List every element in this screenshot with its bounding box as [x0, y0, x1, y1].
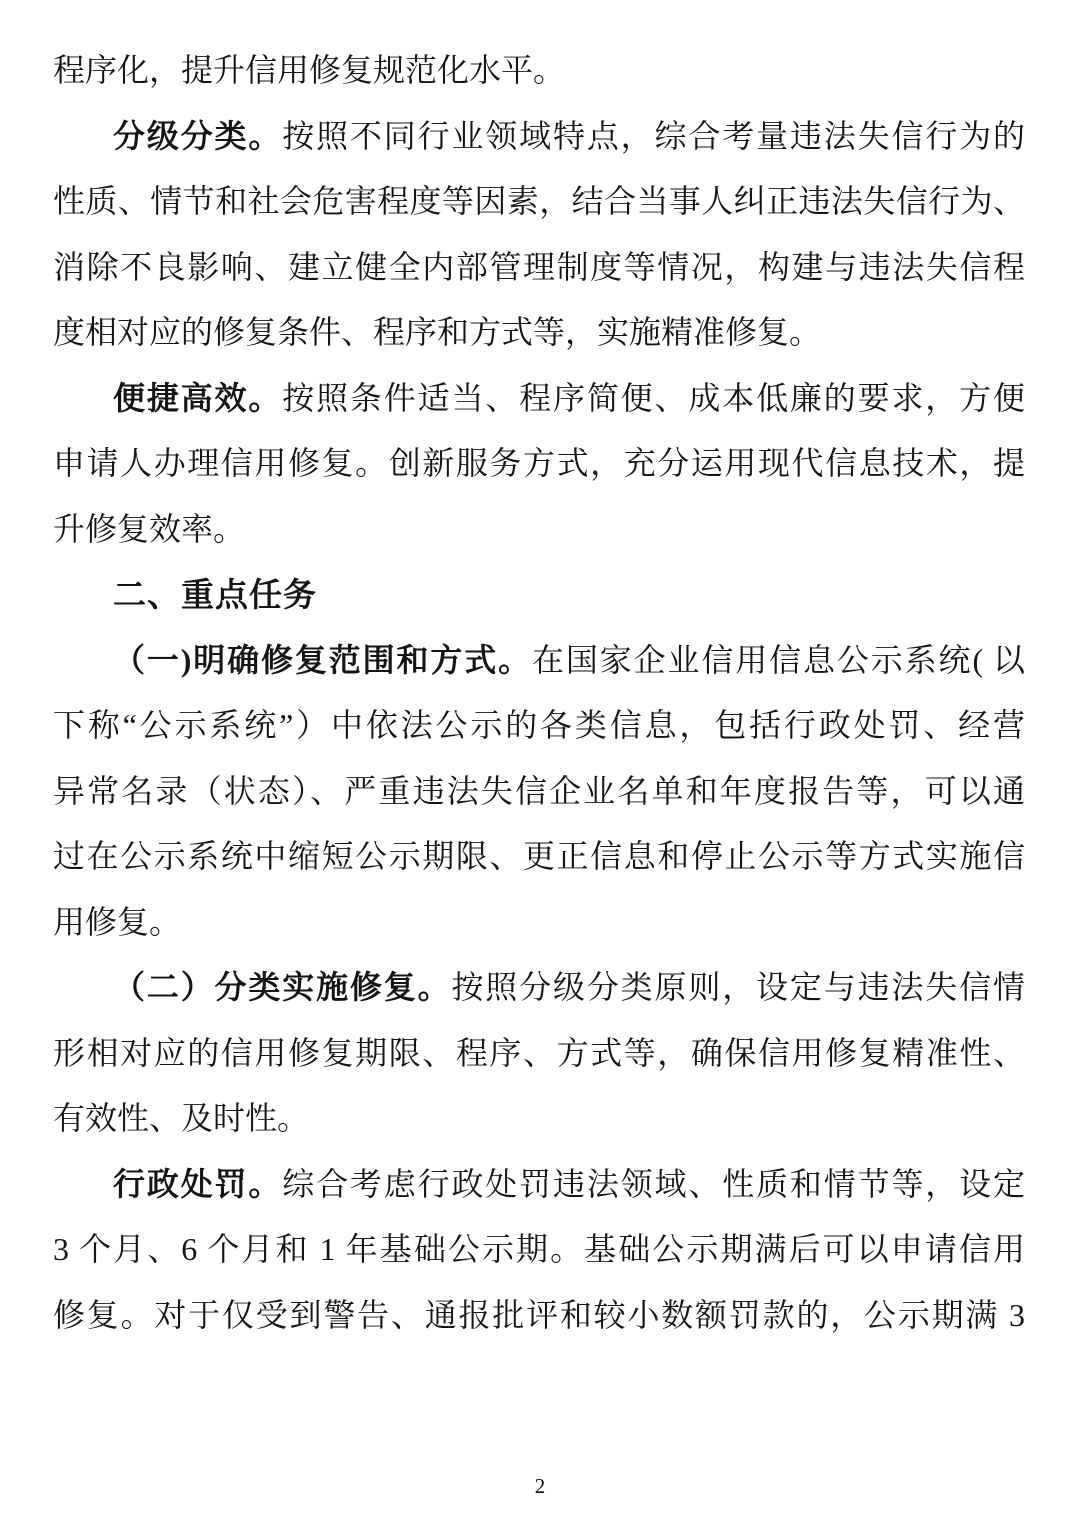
body-line — [53, 693, 1025, 759]
body-line — [53, 235, 1025, 301]
body-line — [53, 1021, 1025, 1087]
line-text: 性质、情节和社会危害程度等因素，结合当事人纠正违法失信行为、 — [53, 183, 1025, 219]
line-text: 升修复效率。 — [53, 510, 246, 547]
body-line — [53, 1086, 1025, 1152]
line-text: 按照条件适当、程序简便、成本低廉的要求，方便 — [282, 379, 1025, 416]
paragraph-lead: 分级分类。 — [113, 117, 283, 154]
line-text: 按照分级分类原则，设定与违法失信情 — [451, 969, 1025, 1005]
line-text: 消除不良影响、建立健全内部管理制度等情况，构建与违法失信程 — [53, 248, 1025, 285]
line-text: 下称“公示系统”）中依法公示的各类信息，包括行政处罚、经营 — [53, 707, 1025, 743]
line-text: 有效性、及时性。 — [53, 1100, 310, 1136]
body-line — [53, 1152, 1025, 1218]
body-line — [53, 1283, 1025, 1349]
body-line — [53, 955, 1025, 1021]
section-heading: 二、重点任务 — [113, 575, 317, 614]
body-line — [53, 366, 1025, 432]
body-line — [53, 300, 1025, 366]
paragraph-lead: 行政处罚。 — [113, 1165, 283, 1202]
body-line — [53, 38, 1025, 104]
line-text: 按照不同行业领域特点，综合考量违法失信行为的 — [282, 117, 1025, 154]
line-text: 程序化，提升信用修复规范化水平。 — [53, 52, 566, 88]
line-text: 3 个月、6 个月和 1 年基础公示期。基础公示期满后可以申请信用 — [53, 1231, 1025, 1267]
body-line — [53, 759, 1025, 825]
body-line — [53, 1217, 1025, 1283]
body-line — [53, 431, 1025, 497]
page-number: 2 — [534, 1474, 546, 1498]
body-line — [53, 169, 1025, 235]
line-text: 申请人办理信用修复。创新服务方式，充分运用现代信息技术，提 — [53, 445, 1025, 481]
line-text: 修复。对于仅受到警告、通报批评和较小数额罚款的，公示期满 3 — [53, 1296, 1025, 1333]
line-text: 用修复。 — [53, 903, 182, 940]
paragraph-lead: （二）分类实施修复。 — [113, 969, 452, 1005]
body-line — [53, 890, 1025, 956]
paragraph-lead: 便捷高效。 — [113, 379, 283, 416]
line-text: 度相对应的修复条件、程序和方式等，实施精准修复。 — [53, 314, 822, 350]
line-text: 异常名录（状态）、严重违法失信企业名单和年度报告等，可以通 — [53, 772, 1025, 809]
body-line — [53, 497, 1025, 563]
body-line — [53, 104, 1025, 170]
line-text: 在国家企业信用信息公示系统( 以 — [532, 641, 1025, 678]
document-body — [53, 38, 1025, 1348]
line-text: 过在公示系统中缩短公示期限、更正信息和停止公示等方式实施信 — [53, 838, 1025, 874]
body-line — [53, 628, 1025, 694]
body-line — [53, 824, 1025, 890]
line-text: 综合考虑行政处罚违法领域、性质和情节等，设定 — [282, 1165, 1025, 1202]
line-text: 形相对应的信用修复期限、程序、方式等，确保信用修复精准性、 — [53, 1034, 1025, 1071]
paragraph-lead: （一)明确修复范围和方式。 — [113, 641, 533, 678]
